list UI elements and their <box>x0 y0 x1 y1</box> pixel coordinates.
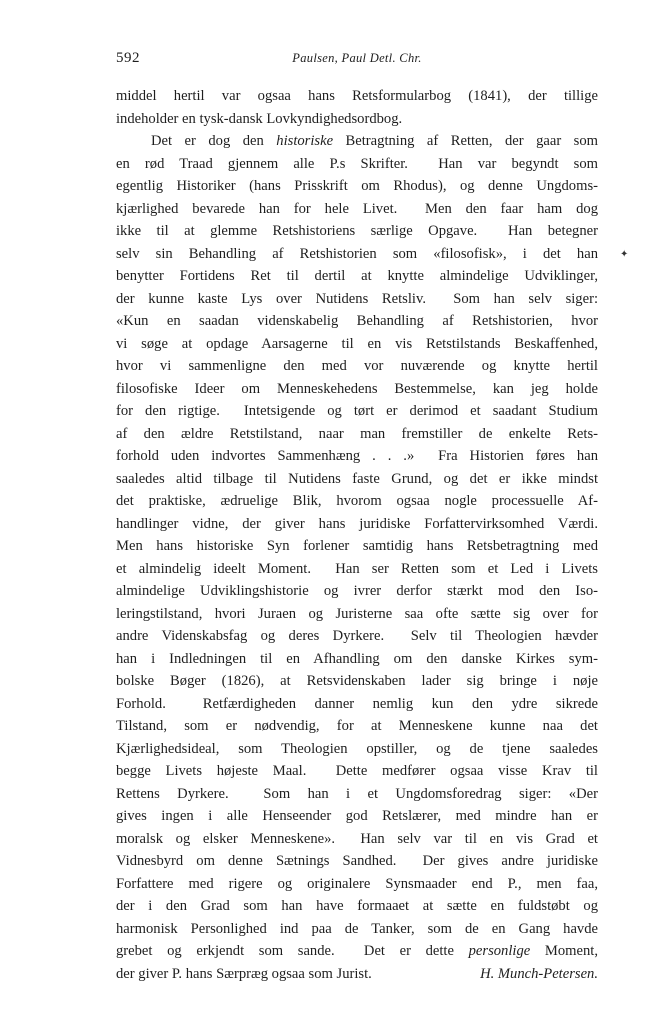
text-segment: Tilstand, som er nødvendig, for at Menneskene kunne naa det <box>116 718 598 734</box>
emphasis-text: historiske <box>276 133 334 149</box>
text-segment: Moment, <box>530 943 598 959</box>
text-line <box>116 783 598 806</box>
text-line <box>116 445 598 468</box>
text-segment: en rød Traad gjennem alle P.s Skrifter. Han var begyndt som <box>116 155 598 172</box>
text-segment: middel hertil var ogsaa hans Retsformularbog (1841), der tillige <box>116 88 598 104</box>
text-line <box>116 108 598 131</box>
text-segment: hvor vi sammenligne den med vor nuværende og knytte hertil <box>116 358 598 374</box>
text-segment: for den rigtige. Intetsigende og tørt er derimod et saadant Studium <box>116 403 598 419</box>
text-line <box>116 85 598 108</box>
text-segment: Rettens Dyrkere. Som han i et Ungdomsforedrag siger: «Der <box>116 785 598 802</box>
text-line <box>116 423 598 446</box>
text-line <box>116 535 598 558</box>
text-segment: forhold uden indvortes Sammenhæng . . .» Fra Historien føres han <box>116 448 598 464</box>
text-line <box>116 378 598 401</box>
article-body <box>116 85 598 985</box>
text-line <box>116 220 598 243</box>
text-segment: der giver P. hans Særpræg ogsaa som Jurist. <box>116 965 372 982</box>
text-line <box>116 963 598 986</box>
text-segment: Det er dog den <box>151 133 277 149</box>
text-line <box>116 828 598 851</box>
text-segment: almindelige Udviklingshistorie og ivrer derfor stærkt mod den Iso- <box>116 583 598 599</box>
text-line <box>116 805 598 828</box>
text-line <box>116 310 598 333</box>
text-segment: gives ingen i alle Henseender god Retslærer, med mindre han er <box>116 808 598 824</box>
text-line <box>116 603 598 626</box>
text-line <box>116 558 598 581</box>
text-segment: af den ældre Retstilstand, naar man fremstiller de enkelte Rets- <box>116 425 598 442</box>
text-line <box>116 198 598 221</box>
text-line <box>116 175 598 198</box>
text-segment: der kunne kaste Lys over Nutidens Retsliv. Som han selv siger: <box>116 290 598 307</box>
text-segment: et almindelig ideelt Moment. Han ser Retten som et Led i Livets <box>116 560 598 577</box>
text-line <box>116 355 598 378</box>
text-line <box>116 400 598 423</box>
text-line <box>116 918 598 941</box>
text-line <box>116 333 598 356</box>
text-line <box>116 243 598 266</box>
text-segment: handlinger vidne, der giver hans juridiske Forfattervirksomhed Værdi. <box>116 515 598 532</box>
text-segment: ikke til at glemme Retshistoriens særlige Opgave. Han betegner <box>116 223 598 239</box>
text-segment: Men hans historiske Syn forlener samtidig hans Retsbetragtning med <box>116 538 598 554</box>
running-title: Paulsen, Paul Detl. Chr. <box>292 51 422 65</box>
text-line <box>116 648 598 671</box>
text-segment: Kjærlighedsideal, som Theologien opstiller, og de tjene saaledes <box>116 740 598 757</box>
text-line <box>116 850 598 873</box>
text-segment: kjærlighed bevarede han for hele Livet. Men den faar ham dog <box>116 200 598 217</box>
text-segment: saaledes altid tilbage til Nutidens faste Grund, og det er ikke mindst <box>116 470 598 487</box>
text-line <box>116 468 598 491</box>
text-segment: bolske Bøger (1826), at Retsvidenskaben lader sig bringe i nøje <box>116 673 598 689</box>
text-segment: indeholder en tysk-dansk Lovkyndighedsordbog. <box>116 110 403 127</box>
text-line <box>116 265 598 288</box>
page-number: 592 <box>116 50 140 66</box>
text-segment: Forhold. Retfærdigheden danner nemlig kun den ydre sikrede <box>116 695 598 712</box>
text-segment: andre Videnskabsfag og deres Dyrkere. Selv til Theologien hævder <box>116 628 598 644</box>
text-line <box>116 130 598 153</box>
text-line <box>116 580 598 603</box>
text-line <box>116 760 598 783</box>
text-segment: filosofiske Ideer om Menneskehedens Bestemmelse, kan jeg holde <box>116 380 598 397</box>
text-segment: Forfattere med rigere og originalere Synsmaader end P., men faa, <box>116 875 598 892</box>
text-segment: benytter Fortidens Ret til dertil at knytte almindelige Udviklinger, <box>116 268 598 284</box>
text-segment: grebet og erkjendt som sande. Det er dette <box>116 943 469 959</box>
text-line <box>116 490 598 513</box>
text-segment: Betragtning af Retten, der gaar som <box>333 133 598 149</box>
text-segment: harmonisk Personlighed ind paa de Tanker, som de en Gang havde <box>116 920 598 937</box>
text-segment: «Kun en saadan videnskabelig Behandling af Retshistorien, hvor <box>116 313 598 329</box>
text-line <box>116 625 598 648</box>
text-segment: det praktiske, ædruelige Blik, hvorom ogsaa nogle processuelle Af- <box>116 493 598 509</box>
text-line <box>116 738 598 761</box>
text-line <box>116 670 598 693</box>
margin-mark-icon: ✦ <box>620 249 629 260</box>
page-header <box>116 50 598 72</box>
text-segment: der i den Grad som han have formaaet at sætte en fuldstøbt og <box>116 898 598 914</box>
text-segment: han i Indledningen til en Afhandling om den danske Kirkes sym- <box>116 650 598 667</box>
text-segment: begge Livets højeste Maal. Dette medfører ogsaa visse Krav til <box>116 763 598 779</box>
text-segment: vi søge at opdage Aarsagerne til en vis Retstilstands Beskaffenhed, <box>116 335 598 352</box>
text-line <box>116 513 598 536</box>
emphasis-text: personlige <box>468 943 531 959</box>
text-segment: leringstilstand, hvori Juraen og Juristerne saa ofte sætte sig over for <box>116 605 598 622</box>
text-segment: moralsk og elsker Menneskene». Han selv var til en vis Grad et <box>116 830 598 847</box>
text-segment: selv sin Behandling af Retshistorien som «filosofisk», i det han <box>116 245 598 262</box>
text-line <box>116 153 598 176</box>
text-line <box>116 940 598 963</box>
author-signature: H. Munch-Petersen. <box>480 965 598 982</box>
text-line <box>116 715 598 738</box>
text-line <box>116 288 598 311</box>
text-segment: Vidnesbyrd om denne Sætnings Sandhed. Der gives andre juridiske <box>116 853 598 869</box>
text-line <box>116 873 598 896</box>
text-line <box>116 895 598 918</box>
text-segment: egentlig Historiker (hans Prisskrift om Rhodus), og denne Ungdoms- <box>116 178 598 194</box>
text-line <box>116 693 598 716</box>
